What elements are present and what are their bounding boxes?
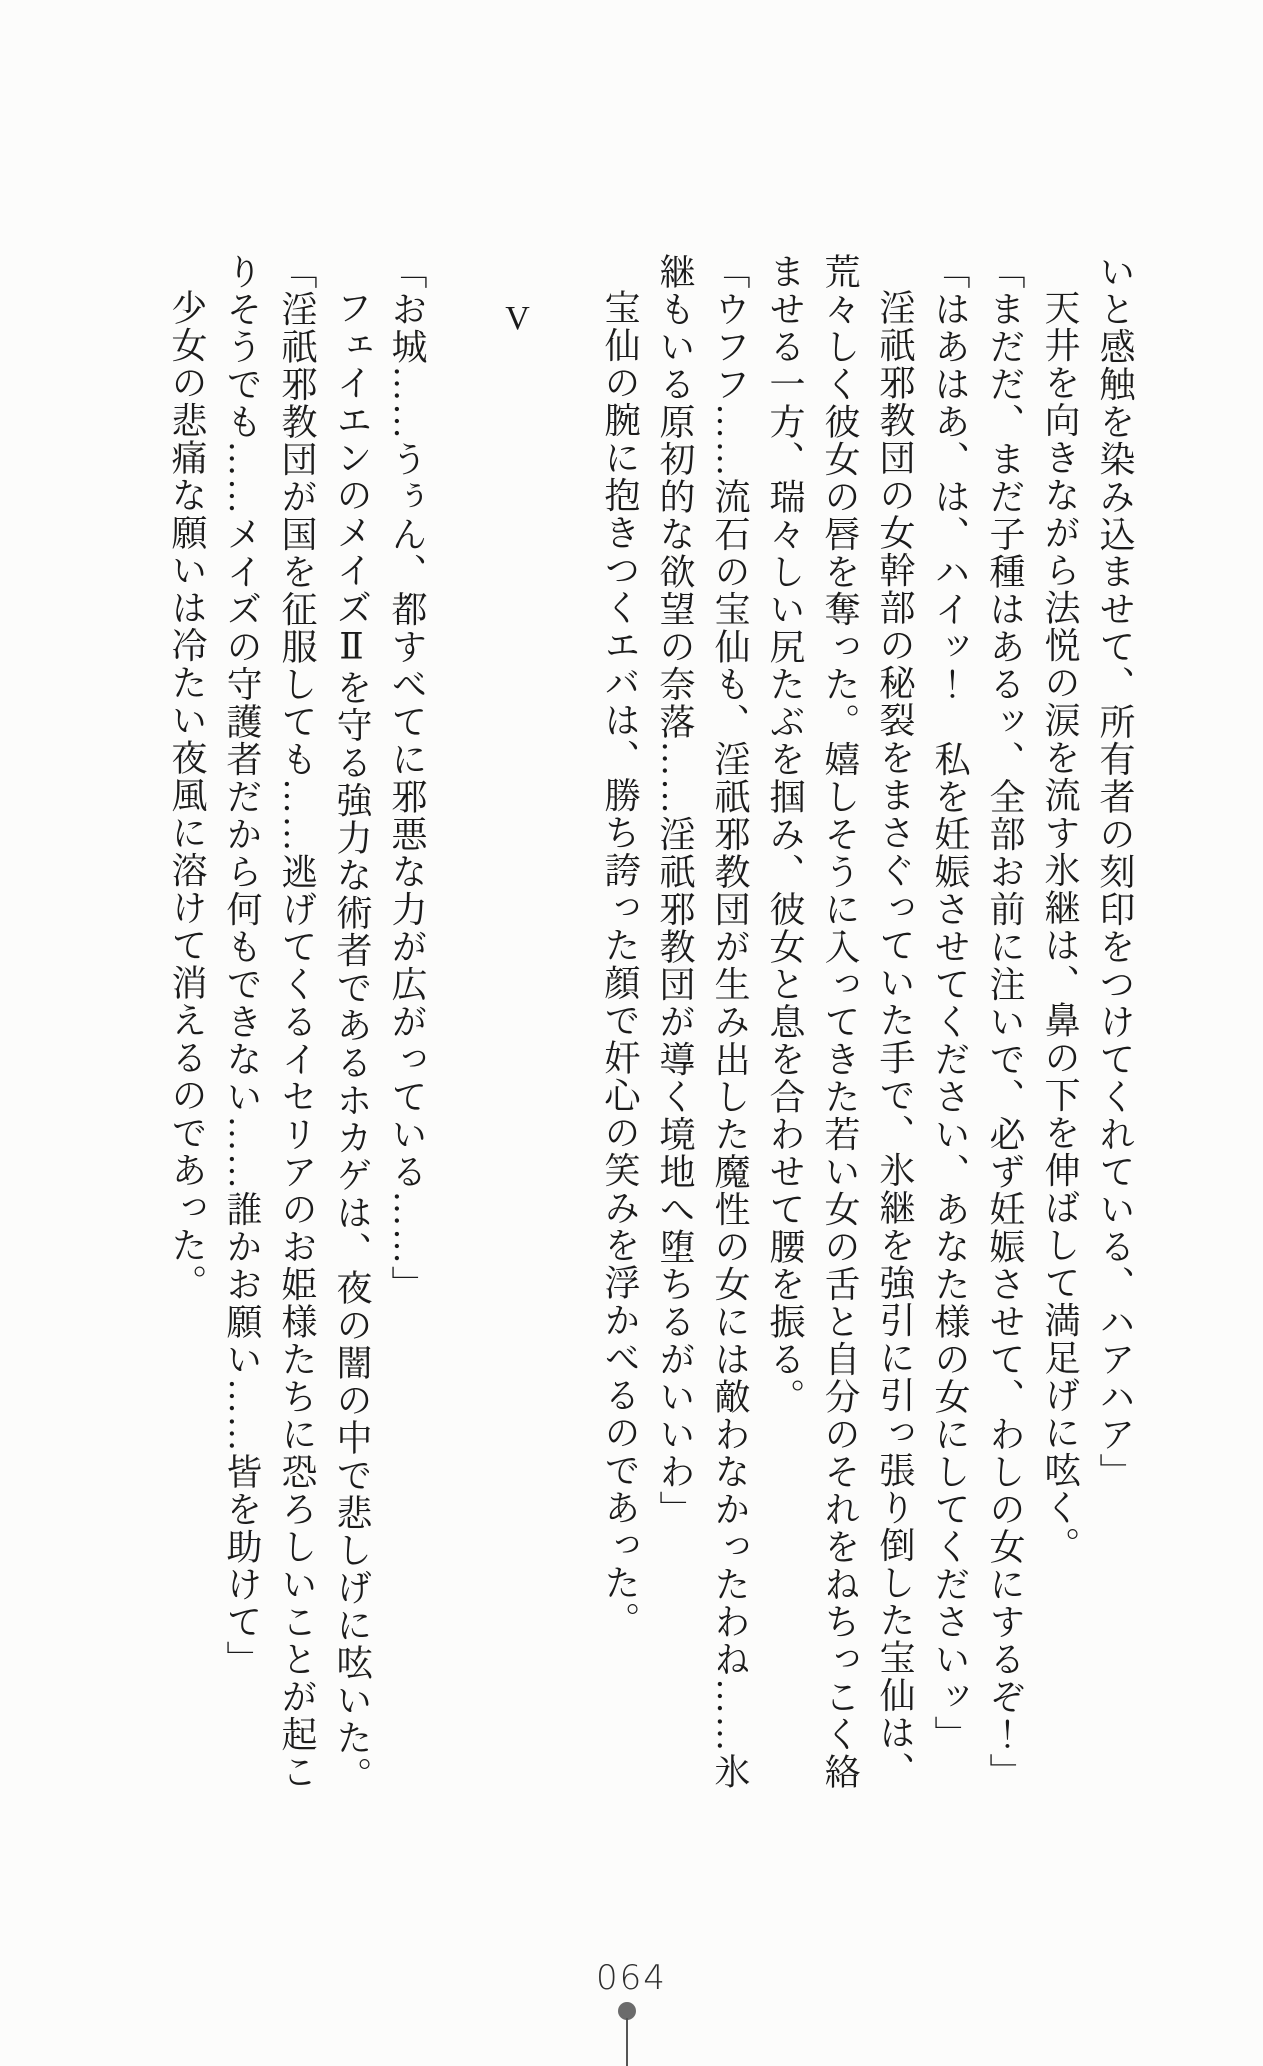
page-number: 064 (596, 1958, 667, 1998)
text-line: 「お城……うぅん、都すべてに邪悪な力が広がっている……」 (387, 253, 427, 1303)
text-line: フェイエンのメイズⅡを守る強力な術者であるホカゲは、夜の闇の中で悲しげに呟いた。 (332, 289, 372, 1794)
text-line: 「ウフフ……流石の宝仙も、淫祇邪教団が生み出した魔性の女には敵わなかったわね……氷継もいる原初的な欲望の奈落……淫祇邪教団が導く境地へ堕ちるがいいわ」 (655, 253, 750, 1791)
text-line: 「まだだ、まだ子種はあるッ、全部お前に注いで、必ず妊娠させて、わしの女にするぞ！」 (985, 253, 1025, 1791)
text-line: いと感触を染み込ませて、所有者の刻印をつけてくれている、ハアハア」 (1095, 253, 1135, 1491)
text-line: 少女の悲痛な願いは冷たい夜風に溶けて消えるのであった。 (167, 289, 207, 1302)
text-line: 宝仙の腕に抱きつくエバは、勝ち誇った顔で奸心の笑みを浮かべるのであった。 (600, 289, 640, 1639)
vertical-text-area (159, 253, 1142, 1798)
text-line: 「淫祇邪教団が国を征服しても……逃げてくるイセリアのお姫様たちに恐ろしいことが起こりそうでも……メイズの守護者だから何もできない……誰かお願い……皆を助けて」 (222, 253, 317, 1791)
text-line: 天井を向きながら法悦の涙を流す氷継は、鼻の下を伸ばして満足げに呟く。 (1040, 289, 1080, 1564)
text-line: 「はあはあ、は、ハイッ！ 私を妊娠させてください、あなた様の女にしてくださいッ」 (930, 253, 970, 1753)
footer-rule-line (626, 2018, 628, 2066)
section-heading: V (499, 300, 536, 339)
text-line: 淫祇邪教団の女幹部の秘裂をまさぐっていた手で、氷継を強引に引っ張り倒した宝仙は、荒々しく彼女の唇を奪った。嬉しそうに入ってきた若い女の舌と自分のそれをねちっこく絡ませる一方、瑞々しい尻たぶを掴み、彼女と息を合わせて腰を振る。 (765, 253, 915, 1791)
